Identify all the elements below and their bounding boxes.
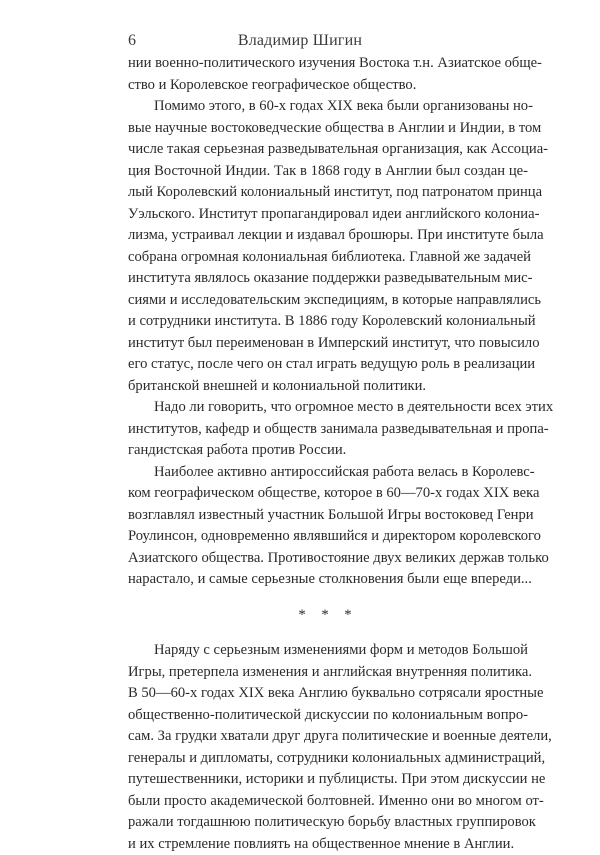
text-line: собрана огромная колониальная библиотека. Главной же задачей [128,247,528,269]
text-line: возглавлял известный участник Большой Игры востоковед Генри [128,505,528,527]
text-line: Помимо этого, в 60-х годах XIX века были организованы но- [128,96,528,118]
text-line: Наряду с серьезным изменениями форм и методов Большой [128,640,528,662]
text-line: генералы и дипломаты, сотрудники колониальных администраций, [128,748,528,770]
page-number: 6 [128,31,136,51]
running-title: Владимир Шигин [0,31,600,51]
text-line: сиями и исследовательским экспедициям, в которые направлялись [128,290,528,312]
text-line: и сотрудники института. В 1886 году Королевский колониальный [128,311,528,333]
text-line: были просто академической болтовней. Именно они во многом от- [128,791,528,813]
text-line: Надо ли говорить, что огромное место в деятельности всех этих [128,397,528,419]
text-line: числе такая серьезная разведывательная организация, как Ассоциа- [128,139,528,161]
text-line: Роулинсон, одновременно являвшийся и директором королевского [128,526,528,548]
text-line: ком географическом обществе, которое в 60—70-х годах XIX века [128,483,528,505]
text-line: британской внешней и колониальной политики. [128,376,528,398]
text-line: его статус, после чего он стал играть ведущую роль в реализации [128,354,528,376]
text-after-separator [128,640,528,855]
text-line: путешественники, историки и публицисты. При этом дискуссии не [128,769,528,791]
text-line: ражали тогдашнюю политическую борьбу властных группировок [128,812,528,834]
section-separator: * * * [128,605,528,627]
text-line: Игры, претерпела изменения и английская внутренняя политика. [128,662,528,684]
text-line: лизма, устраивал лекции и издавал брошюры. При институте была [128,225,528,247]
text-line: ство и Королевское географическое общество. [128,75,528,97]
text-line: Уэльского. Институт пропагандировал идеи английского колониа- [128,204,528,226]
paragraph [128,397,528,462]
paragraph [128,53,528,96]
text-line: и их стремление повлиять на общественное мнение в Англии. [128,834,528,855]
text-line: сам. За грудки хватали друг друга политические и военные деятели, [128,726,528,748]
text-line: В 50—60-х годах XIX века Англию буквально сотрясали яростные [128,683,528,705]
text-line: вые научные востоковедческие общества в Англии и Индии, в том [128,118,528,140]
text-line: Азиатского общества. Противостояние двух великих держав только [128,548,528,570]
body-text [128,53,528,855]
text-before-separator [128,53,528,591]
text-line: института являлось оказание поддержки разведывательным мис- [128,268,528,290]
text-line: Наиболее активно антироссийская работа велась в Королевс- [128,462,528,484]
paragraph [128,462,528,591]
paragraph [128,96,528,397]
text-line: гандистская работа против России. [128,440,528,462]
text-line: нии военно-политического изучения Востока т.н. Азиатское обще- [128,53,528,75]
text-line: институтов, кафедр и обществ занимала разведывательная и пропа- [128,419,528,441]
text-line: общественно-политической дискуссии по колониальным вопро- [128,705,528,727]
text-line: нарастало, и самые серьезные столкновения были еще впереди... [128,569,528,591]
paragraph [128,640,528,855]
text-line: институт был переименован в Имперский институт, что повысило [128,333,528,355]
text-line: ция Восточной Индии. Так в 1868 году в Англии был создан це- [128,161,528,183]
text-line: лый Королевский колониальный институт, под патронатом принца [128,182,528,204]
